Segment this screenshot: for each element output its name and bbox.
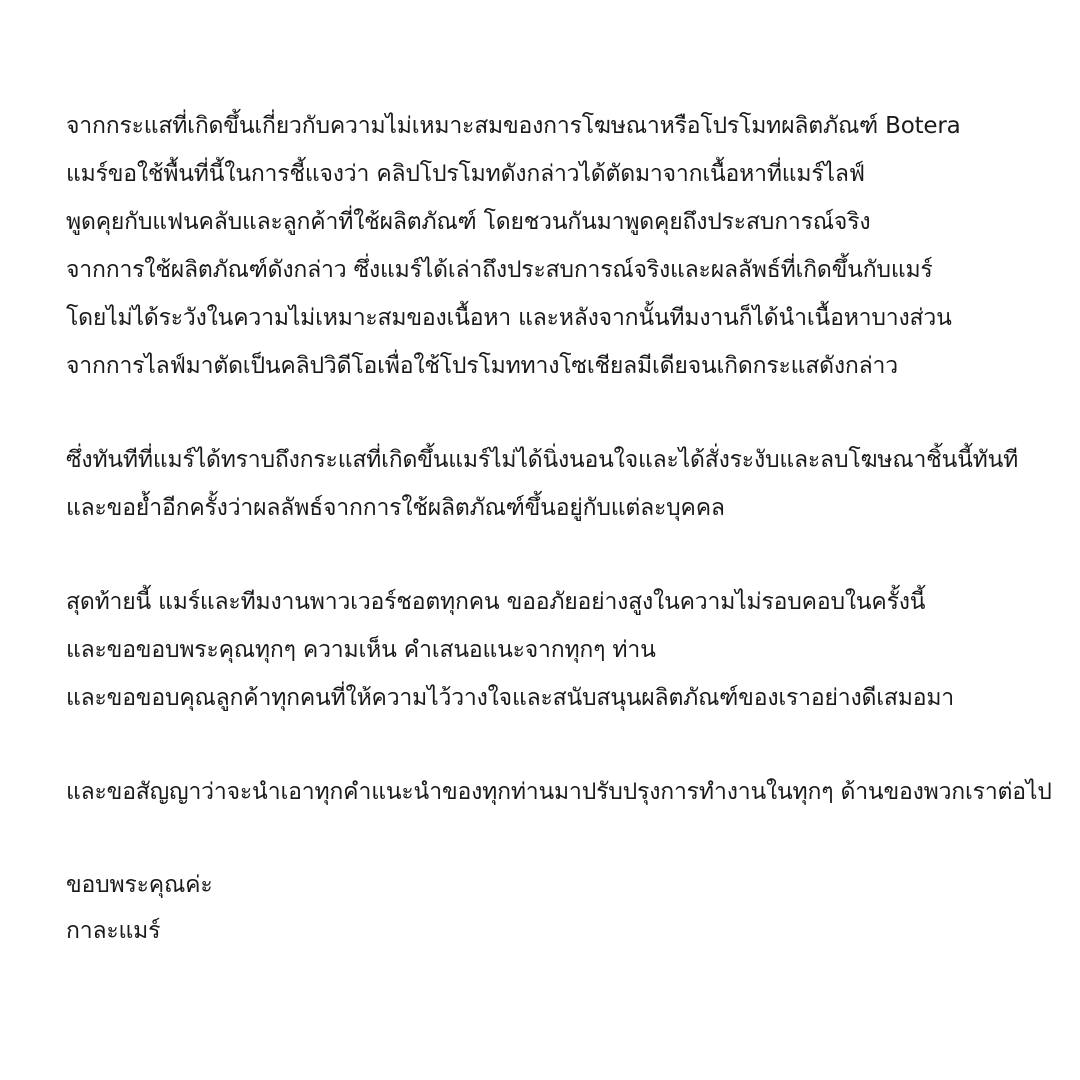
text-line: จากการใช้ผลิตภัณฑ์ดังกล่าว ซึ่งแมร์ได้เล่าถึงประสบการณ์จริงและผลลัพธ์ที่เกิดขึ้นกับแมร์ bbox=[66, 257, 933, 283]
closing-thanks: ขอบพระคุณค่ะ bbox=[66, 872, 213, 898]
text-line: และขอขอบพระคุณทุกๆ ความเห็น คำเสนอแนะจากทุกๆ ท่าน bbox=[66, 637, 656, 663]
text-line: พูดคุยกับแฟนคลับและลูกค้าที่ใช้ผลิตภัณฑ์ โดยชวนกันมาพูดคุยถึงประสบการณ์จริง bbox=[66, 209, 871, 235]
text-line: จากกระแสที่เกิดขึ้นเกี่ยวกับความไม่เหมาะสมของการโฆษณาหรือโปรโมทผลิตภัณฑ์ Botera bbox=[66, 113, 961, 139]
paragraph-clarification bbox=[66, 102, 1066, 390]
text-line: สุดท้ายนี้ แมร์และทีมงานพาวเวอร์ชอตทุกคน ขออภัยอย่างสูงในความไม่รอบคอบในครั้งนี้ bbox=[66, 589, 926, 615]
text-line: และขอสัญญาว่าจะนำเอาทุกคำแนะนำของทุกท่านมาปรับปรุงการทำงานในทุกๆ ด้านของพวกเราต่อไป bbox=[66, 779, 1052, 805]
paragraph-promise bbox=[66, 768, 1066, 816]
signature: กาละแมร์ bbox=[66, 918, 161, 944]
paragraph-action-taken bbox=[66, 436, 1066, 532]
paragraph-apology bbox=[66, 578, 1066, 722]
text-line: จากการไลฟ์มาตัดเป็นคลิปวิดีโอเพื่อใช้โปรโมททางโซเชียลมีเดียจนเกิดกระแสดังกล่าว bbox=[66, 353, 898, 379]
statement-document bbox=[66, 102, 1066, 954]
text-line: แมร์ขอใช้พื้นที่นี้ในการชี้แจงว่า คลิปโปรโมทดังกล่าวได้ตัดมาจากเนื้อหาที่แมร์ไลฟ์ bbox=[66, 161, 865, 187]
text-line: และขอย้ำอีกครั้งว่าผลลัพธ์จากการใช้ผลิตภัณฑ์ขึ้นอยู่กับแต่ละบุคคล bbox=[66, 495, 725, 521]
text-line: โดยไม่ได้ระวังในความไม่เหมาะสมของเนื้อหา และหลังจากนั้นทีมงานก็ได้นำเนื้อหาบางส่วน bbox=[66, 305, 952, 331]
text-line: ซึ่งทันทีที่แมร์ได้ทราบถึงกระแสที่เกิดขึ้นแมร์ไม่ได้นิ่งนอนใจและได้สั่งระงับและลบโฆษณาชิ้นนี้ทันที bbox=[66, 447, 1019, 473]
text-line: และขอขอบคุณลูกค้าทุกคนที่ให้ความไว้วางใจและสนับสนุนผลิตภัณฑ์ของเราอย่างดีเสมอมา bbox=[66, 685, 954, 711]
closing-block bbox=[66, 862, 1066, 954]
